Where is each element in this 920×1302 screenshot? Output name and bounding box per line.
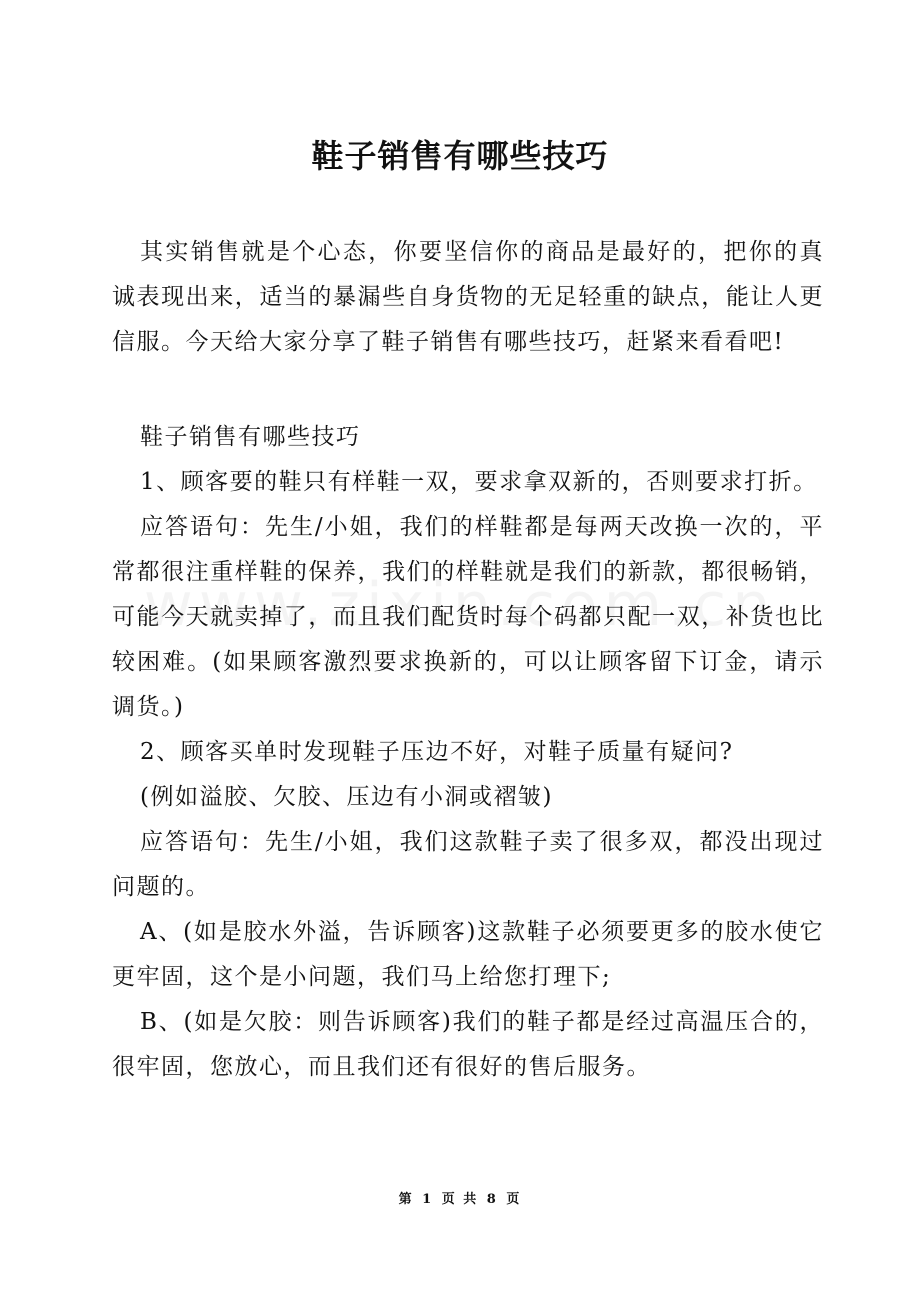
tip-2-option-b: B、(如是欠胶：则告诉顾客)我们的鞋子都是经过高温压合的，很牢固，您放心，而且我们还有很好的售后服务。 bbox=[112, 1009, 824, 1080]
section-heading: 鞋子销售有哪些技巧 bbox=[140, 424, 361, 450]
footer-prefix: 第 bbox=[398, 1192, 414, 1207]
tip-1-answer: 应答语句：先生/小姐，我们的样鞋都是每两天改换一次的，平常都很注重样鞋的保养，我们的样鞋就是我们的新款，都很畅销，可能今天就卖掉了，而且我们配货时每个码都只配一双，补货也比较困难。(如果顾客激烈要求换新的，可以让顾客留下订金，请示调货。) bbox=[112, 514, 824, 720]
tip-2-option-a: A、(如是胶水外溢，告诉顾客)这款鞋子必须要更多的胶水使它更牢固，这个是小问题，我们马上给您打理下; bbox=[112, 919, 824, 990]
document-body bbox=[112, 230, 824, 1090]
footer-suffix: 页 bbox=[506, 1192, 522, 1207]
footer-middle: 页 共 bbox=[441, 1192, 479, 1207]
document-title: 鞋子销售有哪些技巧 bbox=[311, 137, 609, 175]
intro-paragraph: 其实销售就是个心态，你要坚信你的商品是最好的，把你的真诚表现出来，适当的暴漏些自身货物的无足轻重的缺点，能让人更信服。今天给大家分享了鞋子销售有哪些技巧，赶紧来看看吧! bbox=[112, 239, 824, 355]
tip-2-answer: 应答语句：先生/小姐，我们这款鞋子卖了很多双，都没出现过问题的。 bbox=[112, 829, 824, 900]
tip-1-question: 1、顾客要的鞋只有样鞋一双，要求拿双新的，否则要求打折。 bbox=[140, 469, 818, 495]
tip-2-example: (例如溢胶、欠胶、压边有小洞或褶皱) bbox=[140, 784, 553, 810]
footer-page-number: 1 bbox=[422, 1192, 434, 1207]
tip-2-question: 2、顾客买单时发现鞋子压边不好，对鞋子质量有疑问? bbox=[140, 739, 734, 765]
paragraph-gap bbox=[112, 365, 824, 415]
footer-total-pages: 8 bbox=[486, 1192, 498, 1207]
page-footer bbox=[0, 1188, 920, 1207]
